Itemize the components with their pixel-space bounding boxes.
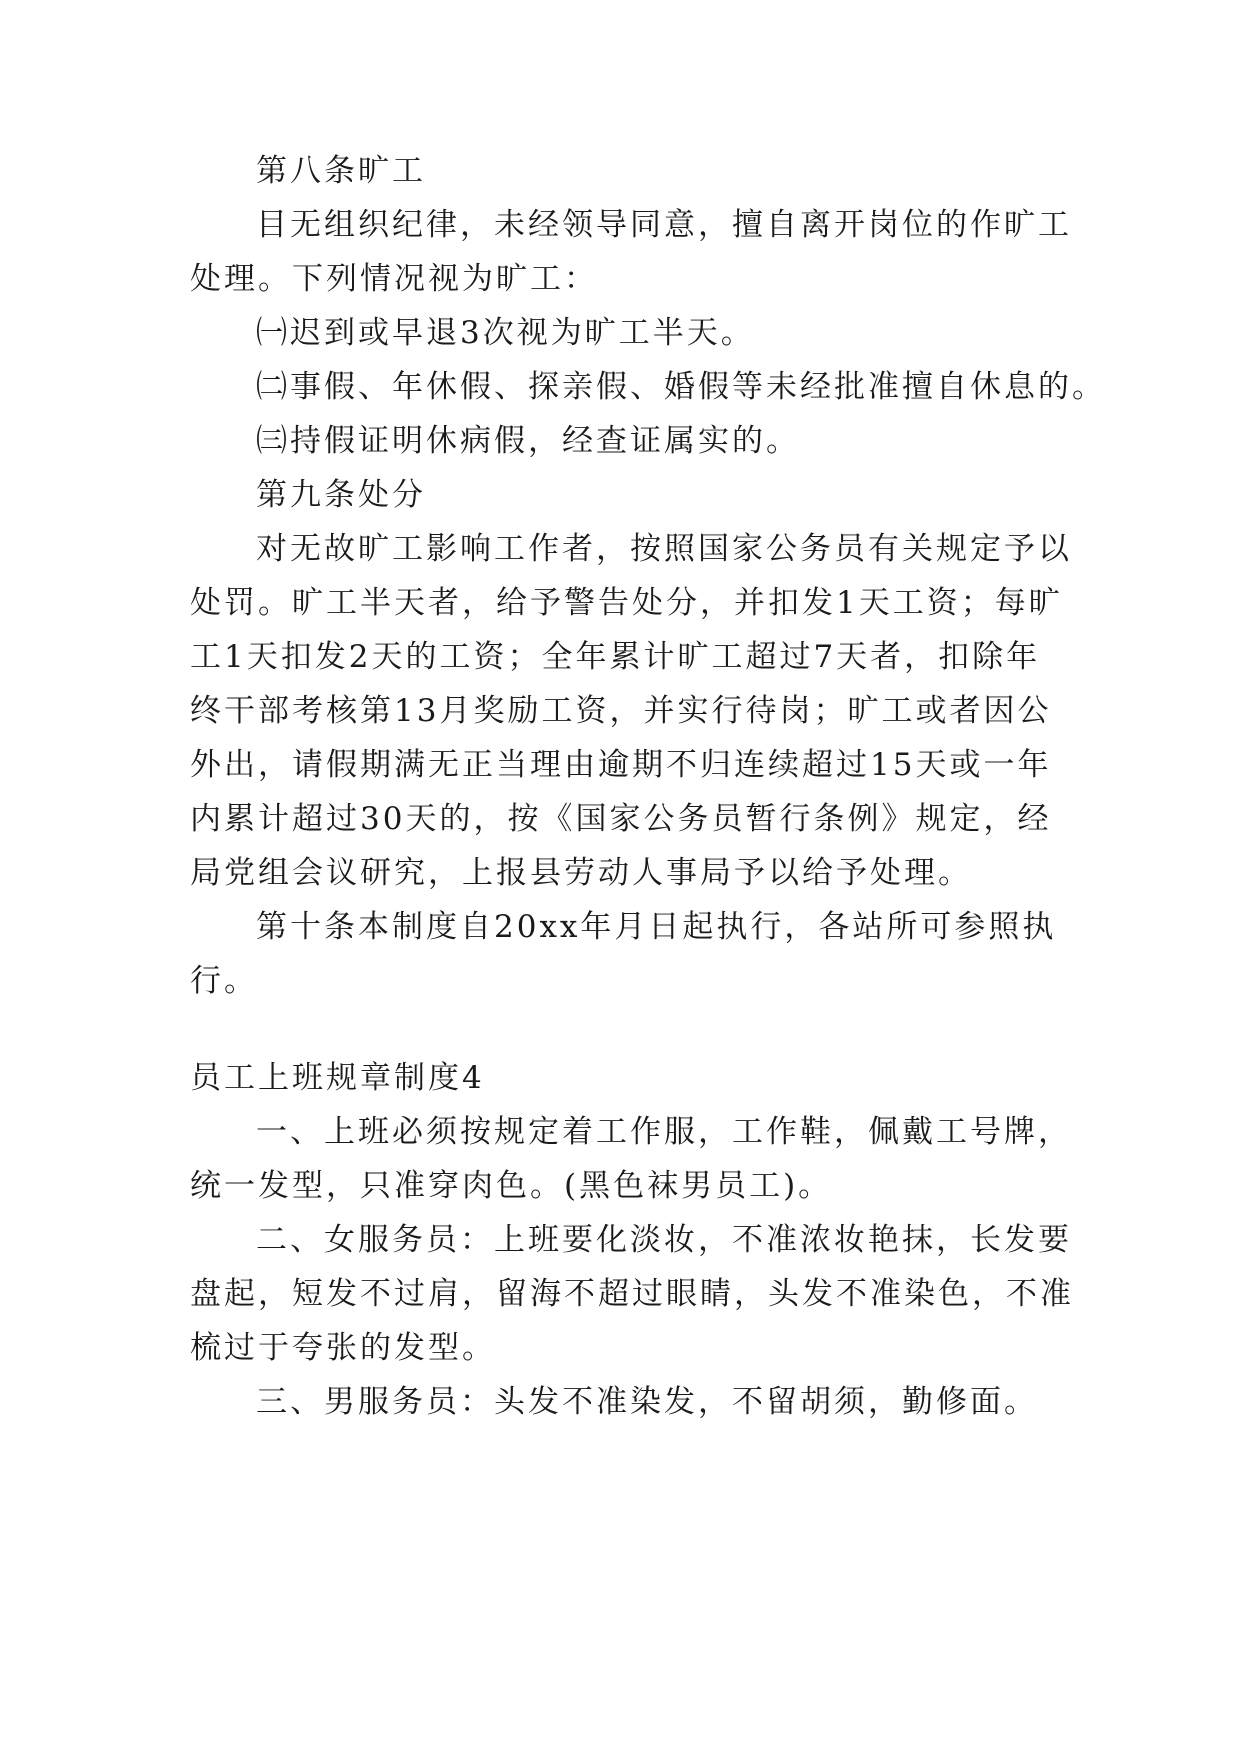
rule-item-2: 二、女服务员：上班要化淡妆，不准浓妆艳抹，长发要 [256, 1222, 1072, 1258]
list-item: ㈢持假证明休病假，经查证属实的。 [256, 423, 800, 459]
article-8-heading: 第八条旷工 [256, 153, 426, 189]
list-item: ㈡事假、年休假、探亲假、婚假等未经批准擅自休息的。 [256, 369, 1106, 405]
rule-item-3: 三、男服务员：头发不准染发，不留胡须，勤修面。 [256, 1384, 1038, 1420]
paragraph-line: 内累计超过30天的，按《国家公务员暂行条例》规定，经 [190, 801, 1052, 837]
paragraph-line: 处罚。旷工半天者，给予警告处分，并扣发1天工资；每旷 [190, 585, 1063, 621]
paragraph-line: 局党组会议研究，上报县劳动人事局予以给予处理。 [190, 855, 972, 891]
section-title: 员工上班规章制度4 [190, 1060, 485, 1096]
paragraph-line: 目无组织纪律，未经领导同意，擅自离开岗位的作旷工 [256, 207, 1072, 243]
paragraph-line: 梳过于夸张的发型。 [190, 1330, 496, 1366]
paragraph-line: 工1天扣发2天的工资；全年累计旷工超过7天者，扣除年 [190, 639, 1041, 675]
list-item: ㈠迟到或早退3次视为旷工半天。 [256, 315, 755, 351]
article-9-heading: 第九条处分 [256, 477, 426, 513]
paragraph-line: 外出，请假期满无正当理由逾期不归连续超过15天或一年 [190, 747, 1052, 783]
paragraph-line: 盘起，短发不过肩，留海不超过眼睛，头发不准染色，不准 [190, 1276, 1074, 1312]
paragraph-line: 终干部考核第13月奖励工资，并实行待岗；旷工或者因公 [190, 693, 1052, 729]
rule-item-1: 一、上班必须按规定着工作服，工作鞋，佩戴工号牌， [256, 1114, 1072, 1150]
paragraph-line: 行。 [190, 963, 258, 999]
paragraph-line: 处理。下列情况视为旷工： [190, 261, 598, 297]
article-10-paragraph: 第十条本制度自20xx年月日起执行，各站所可参照执 [256, 909, 1057, 945]
paragraph-line: 对无故旷工影响工作者，按照国家公务员有关规定予以 [256, 531, 1072, 567]
paragraph-line: 统一发型，只准穿肉色。(黑色袜男员工)。 [190, 1168, 833, 1204]
